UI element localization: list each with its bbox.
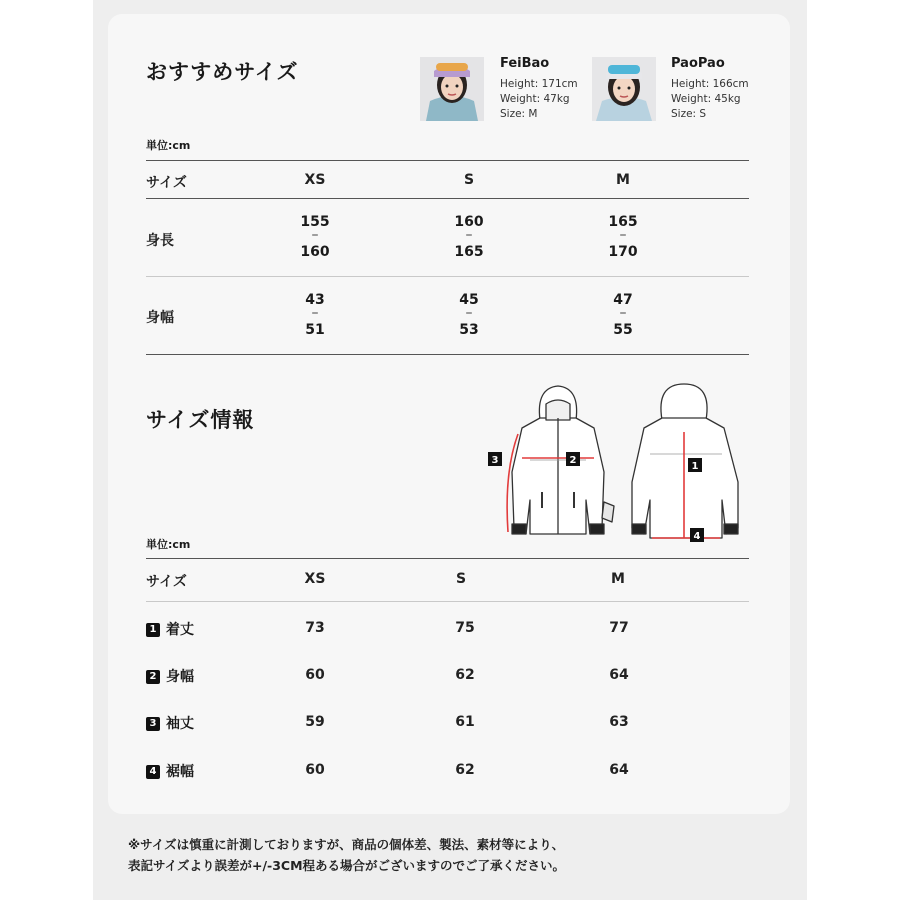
sizeinfo-title: サイズ情報 <box>146 408 255 432</box>
model-photo-feibao <box>420 57 484 121</box>
recommend-range <box>454 214 483 260</box>
sizeinfo-header-xs: XS <box>304 571 326 587</box>
range-from: 160 <box>454 214 484 230</box>
diagram-badge-4: 4 <box>693 531 701 542</box>
range-to: 51 <box>305 322 325 338</box>
recommend-range <box>613 292 632 338</box>
sizeinfo-row-label <box>146 713 194 733</box>
sizeinfo-header-label: サイズ <box>146 574 187 590</box>
sizeinfo-value: 61 <box>455 714 475 730</box>
sizeinfo-unit: 単位:cm <box>146 538 191 551</box>
row-label-text: 袖丈 <box>166 716 194 732</box>
table-rule <box>146 354 749 355</box>
model-photo-paopao <box>592 57 656 121</box>
table-rule <box>146 276 749 277</box>
jacket-diagram <box>486 382 764 552</box>
recommend-header-label: サイズ <box>146 175 187 191</box>
number-badge: 2 <box>146 670 160 684</box>
recommend-range <box>608 214 637 260</box>
model-height: Height: 166cm <box>671 78 749 90</box>
sizeinfo-value: 63 <box>609 714 629 730</box>
model-size: Size: S <box>671 108 707 120</box>
model-stats-feibao <box>500 77 578 122</box>
number-badge: 4 <box>146 765 160 779</box>
recommend-header-m: M <box>616 172 630 188</box>
recommend-row-label: 身長 <box>146 233 174 249</box>
model-name-paopao: PaoPao <box>671 56 725 71</box>
disclaimer-line: 表記サイズより誤差が+/-3CM程ある場合がございますのでご了承ください。 <box>128 858 566 873</box>
row-label-text: 身幅 <box>166 669 194 685</box>
sizeinfo-header-m: M <box>611 571 625 587</box>
model-stats-paopao <box>671 77 749 122</box>
range-dash: – <box>619 227 627 243</box>
recommend-header-s: S <box>463 172 475 188</box>
sizeinfo-row-label <box>146 619 194 639</box>
range-dash: – <box>311 305 319 321</box>
range-to: 160 <box>300 244 330 260</box>
range-dash: – <box>465 227 473 243</box>
sizeinfo-header-s: S <box>455 571 467 587</box>
disclaimer-line: ※サイズは慎重に計測しておりますが、商品の個体差、製法、素材等により、 <box>128 837 565 852</box>
range-dash: – <box>311 227 319 243</box>
diagram-badge-1: 1 <box>691 461 699 472</box>
sizeinfo-value: 75 <box>455 620 475 636</box>
sizeinfo-row-label <box>146 666 194 686</box>
row-label-text: 裾幅 <box>166 764 194 780</box>
number-badge: 3 <box>146 717 160 731</box>
table-rule <box>146 160 749 161</box>
diagram-badge-3: 3 <box>491 455 499 466</box>
recommend-title: おすすめサイズ <box>146 60 299 84</box>
sizeinfo-value: 64 <box>609 667 629 683</box>
range-from: 43 <box>305 292 325 308</box>
range-from: 47 <box>613 292 633 308</box>
sizeinfo-value: 62 <box>455 762 475 778</box>
recommend-unit: 単位:cm <box>146 139 191 152</box>
row-label-text: 着丈 <box>166 622 194 638</box>
sizeinfo-value: 77 <box>609 620 629 636</box>
range-from: 45 <box>459 292 479 308</box>
model-weight: Weight: 45kg <box>671 93 741 105</box>
sizeinfo-value: 59 <box>305 714 325 730</box>
model-weight: Weight: 47kg <box>500 93 570 105</box>
model-height: Height: 171cm <box>500 78 578 90</box>
range-to: 170 <box>608 244 638 260</box>
table-rule <box>146 198 749 199</box>
range-to: 55 <box>613 322 633 338</box>
sizeinfo-value: 64 <box>609 762 629 778</box>
model-size: Size: M <box>500 108 538 120</box>
model-name-feibao: FeiBao <box>500 56 550 71</box>
sizeinfo-value: 60 <box>305 762 325 778</box>
range-dash: – <box>619 305 627 321</box>
disclaimer-note <box>128 834 565 876</box>
recommend-range <box>459 292 478 338</box>
range-from: 155 <box>300 214 330 230</box>
sizeinfo-row-label <box>146 761 194 781</box>
table-rule <box>146 558 749 559</box>
range-from: 165 <box>608 214 638 230</box>
range-to: 165 <box>454 244 484 260</box>
sizeinfo-value: 73 <box>305 620 325 636</box>
number-badge: 1 <box>146 623 160 637</box>
table-rule <box>146 601 749 602</box>
sizeinfo-value: 60 <box>305 667 325 683</box>
diagram-badge-2: 2 <box>569 455 577 466</box>
range-dash: – <box>465 305 473 321</box>
recommend-range <box>305 292 324 338</box>
sizeinfo-value: 62 <box>455 667 475 683</box>
recommend-header-xs: XS <box>304 172 326 188</box>
range-to: 53 <box>459 322 479 338</box>
recommend-row-label: 身幅 <box>146 310 174 326</box>
recommend-range <box>300 214 329 260</box>
